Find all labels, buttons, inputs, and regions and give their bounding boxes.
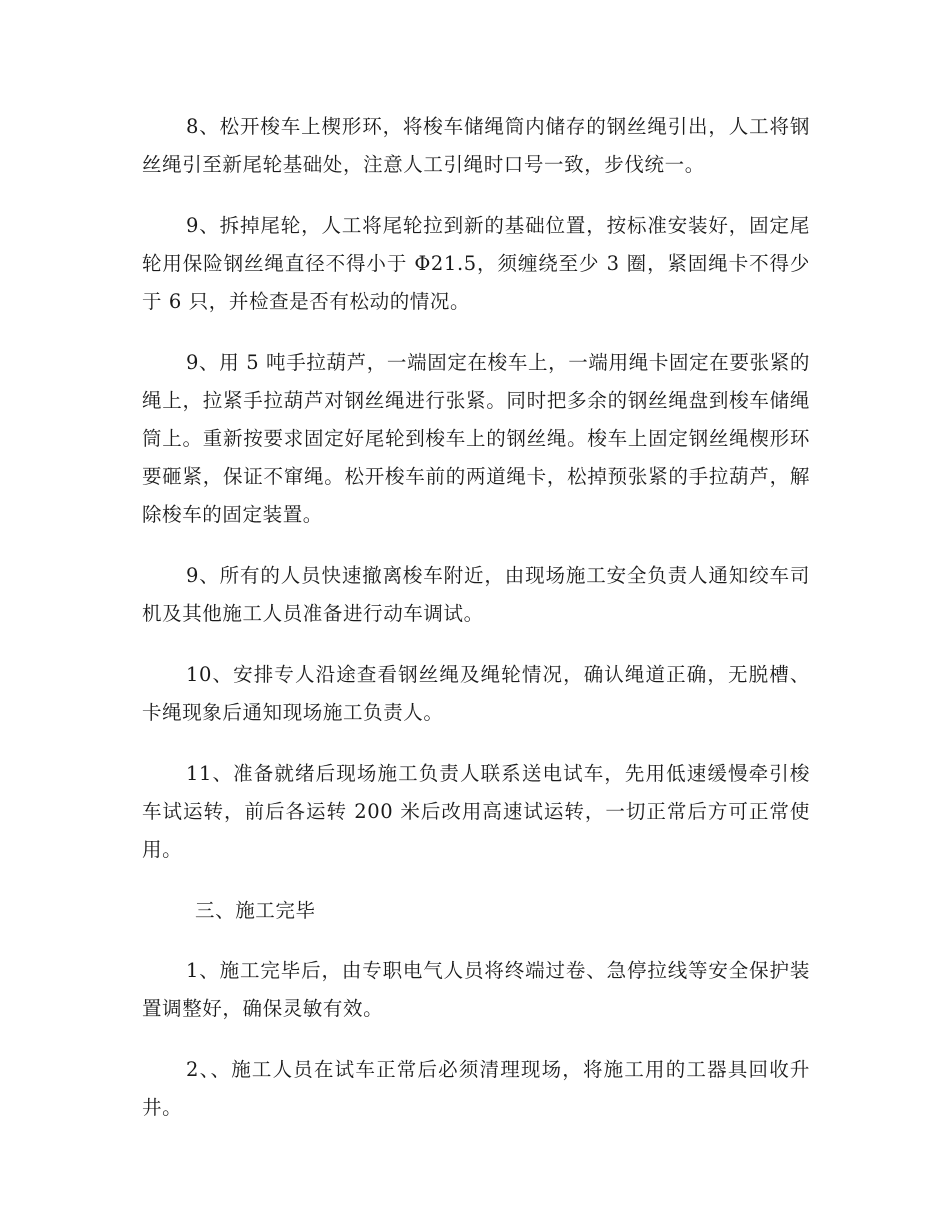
paragraph-step-10: 10、安排专人沿途查看钢丝绳及绳轮情况，确认绳道正确，无脱槽、卡绳现象后通知现场施工负责人。 bbox=[142, 663, 810, 724]
paragraph-step-9-tail-wheel: 9、拆掉尾轮，人工将尾轮拉到新的基础位置，按标准安装好，固定尾轮用保险钢丝绳直径不得小于 Φ21.5，须缠绕至少 3 圈，紧固绳卡不得少于 6 只，并检查是否有松动的情况。 bbox=[142, 214, 810, 313]
paragraph-completion-1: 1、施工完毕后，由专职电气人员将终端过卷、急停拉线等安全保护装置调整好，确保灵敏有效。 bbox=[142, 959, 810, 1020]
document-body bbox=[142, 108, 810, 1150]
paragraph-step-8: 8、松开梭车上楔形环，将梭车储绳筒内储存的钢丝绳引出，人工将钢丝绳引至新尾轮基础处，注意人工引绳时口号一致，步伐统一。 bbox=[142, 115, 810, 176]
paragraph-step-11: 11、准备就绪后现场施工负责人联系送电试车，先用低速缓慢牵引梭车试运转，前后各运转 200 米后改用高速试运转，一切正常后方可正常使用。 bbox=[142, 762, 810, 861]
section-heading: 三、施工完毕 bbox=[195, 899, 316, 922]
paragraph-step-9-tensioning: 9、用 5 吨手拉葫芦，一端固定在梭车上，一端用绳卡固定在要张紧的绳上，拉紧手拉葫芦对钢丝绳进行张紧。同时把多余的钢丝绳盘到梭车储绳筒上。重新按要求固定好尾轮到梭车上的钢丝绳。梭车上固定钢丝绳楔形环要砸紧，保证不窜绳。松开梭车前的两道绳卡，松掉预张紧的手拉葫芦，解除梭车的固定装置。 bbox=[142, 351, 810, 526]
paragraph-step-9-evacuation: 9、所有的人员快速撤离梭车附近，由现场施工安全负责人通知绞车司机及其他施工人员准备进行动车调试。 bbox=[142, 564, 810, 625]
paragraph-completion-2: 2、、施工人员在试车正常后必须清理现场，将施工用的工器具回收升井。 bbox=[142, 1058, 810, 1119]
